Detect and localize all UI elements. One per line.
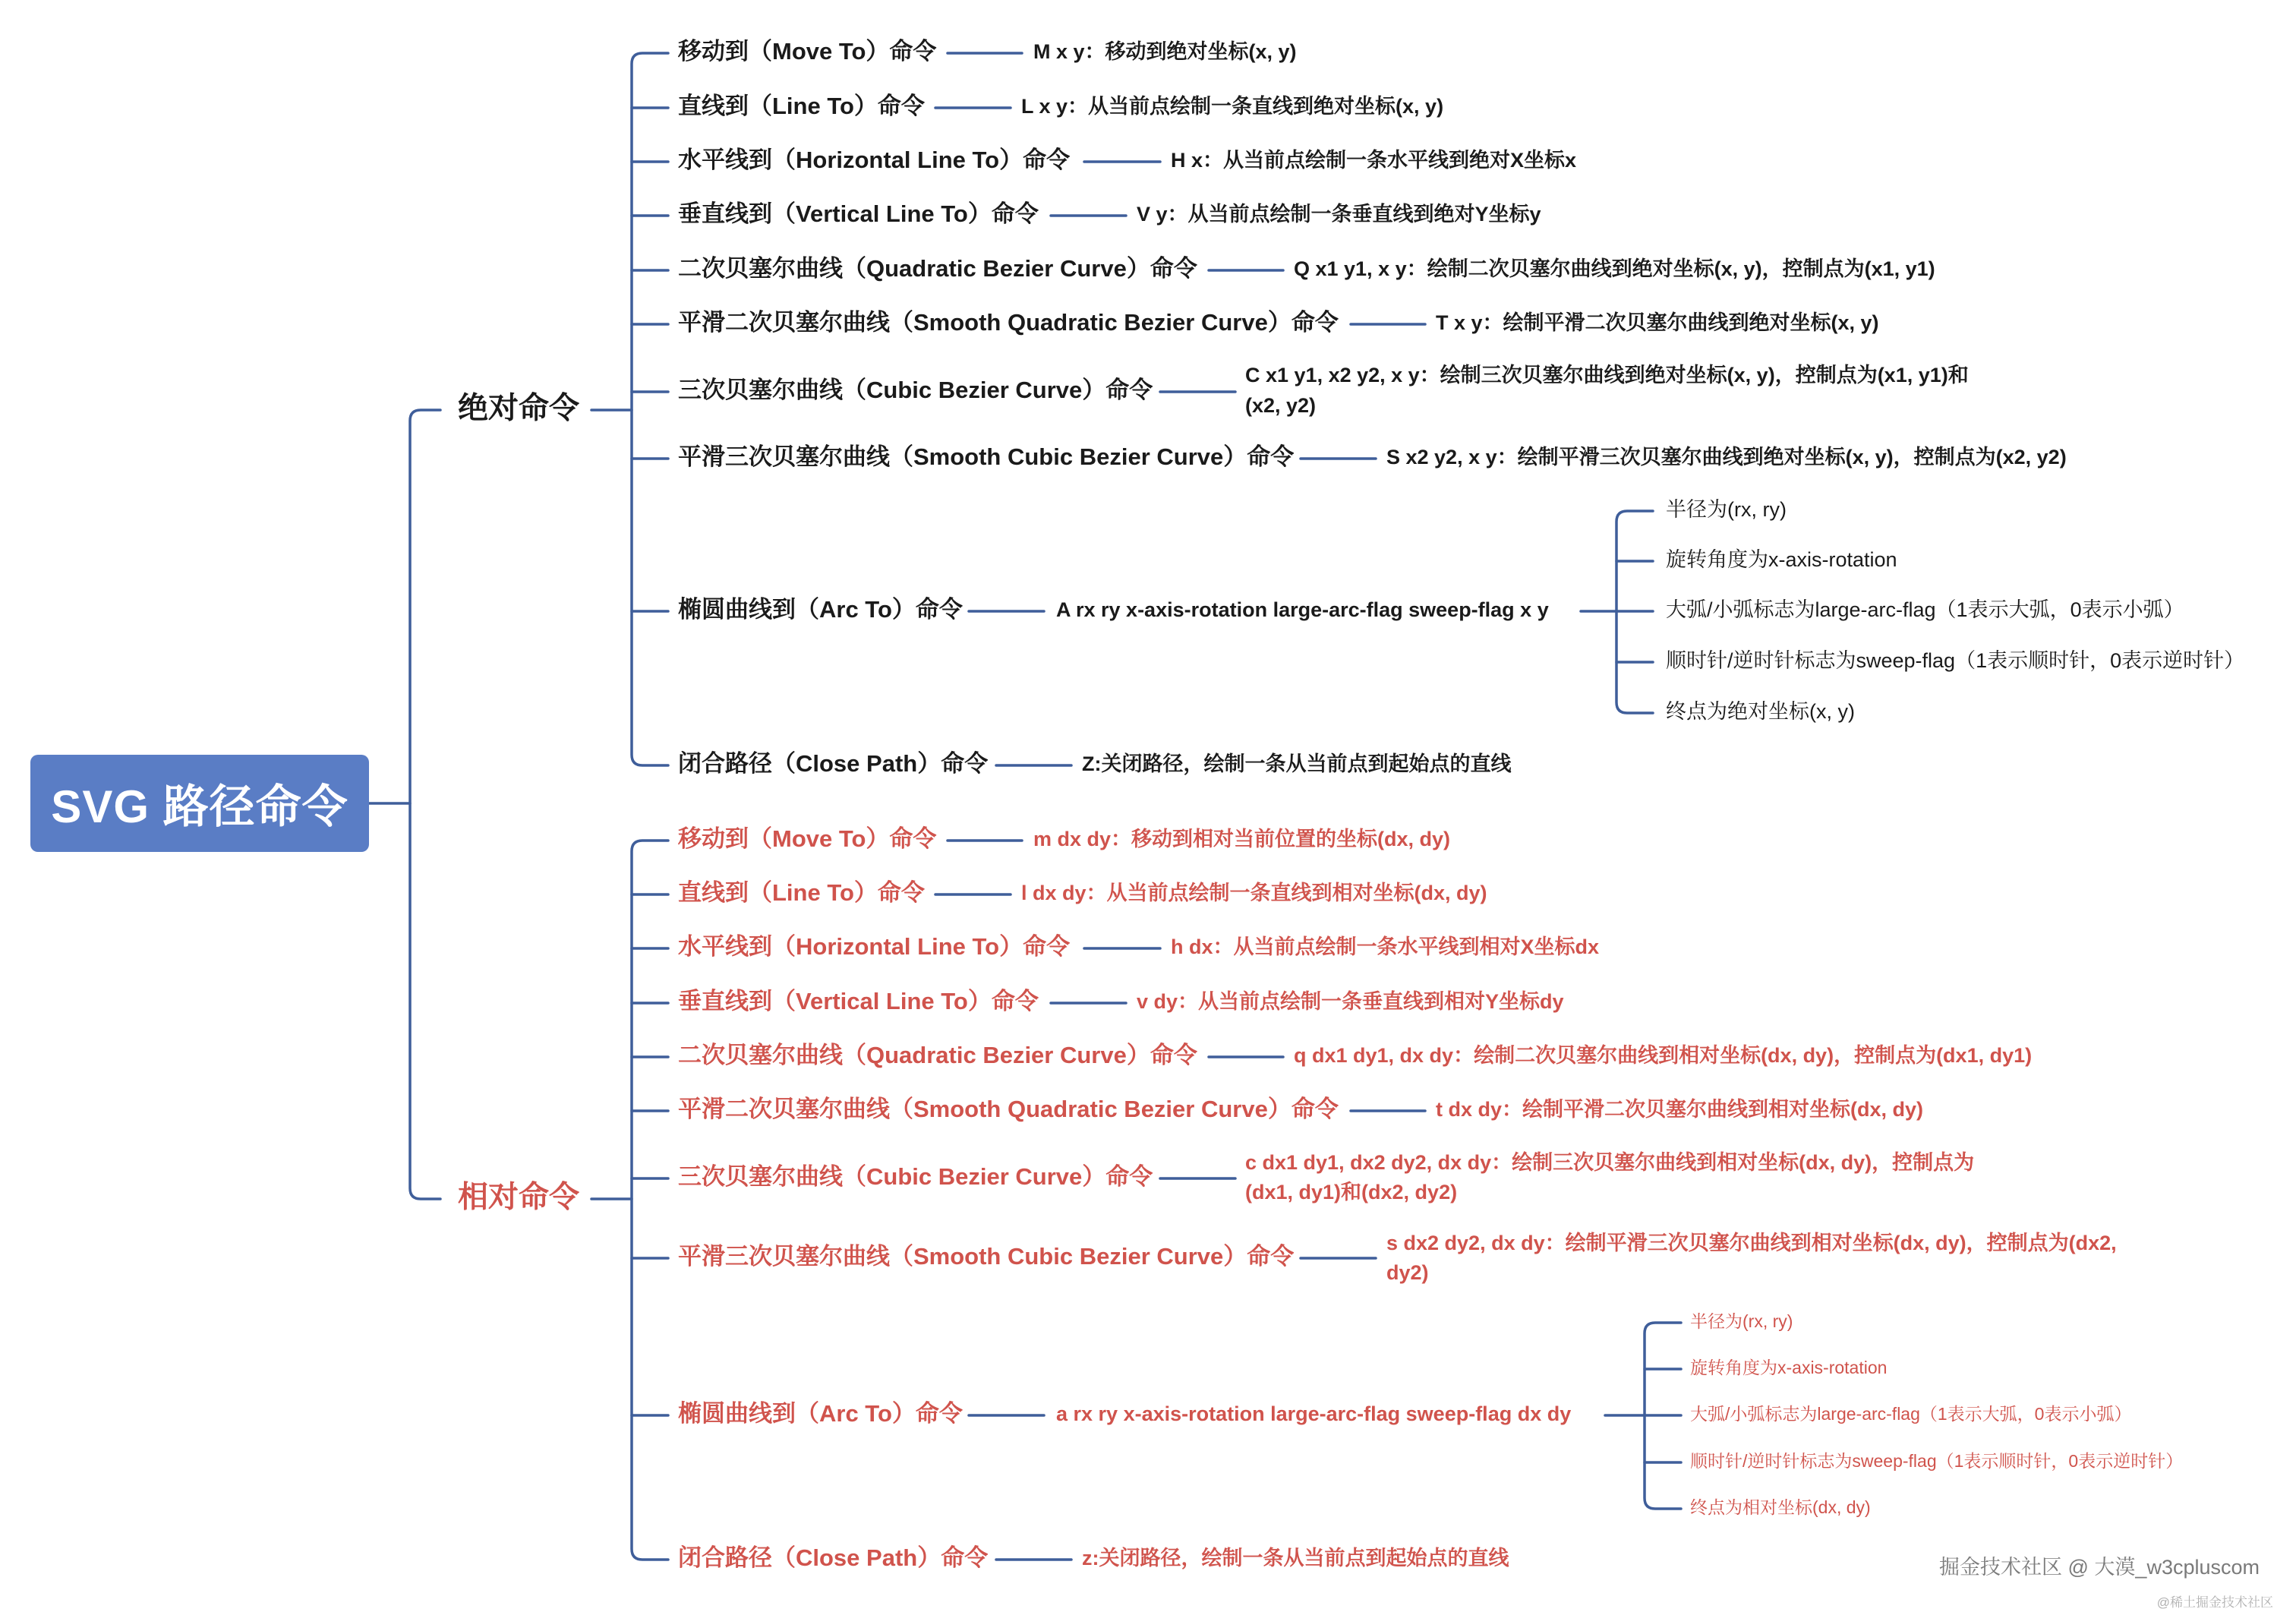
command-description: h dx：从当前点绘制一条水平线到相对X坐标dx [1171,935,1600,959]
command-label: 三次贝塞尔曲线（Cubic Bezier Curve）命令 [678,377,1153,404]
command-label: 二次贝塞尔曲线（Quadratic Bezier Curve）命令 [678,255,1197,282]
command-description: l dx dy：从当前点绘制一条直线到相对坐标(dx, dy) [1021,882,1487,905]
arc-detail-item: 旋转角度为x-axis-rotation [1666,548,1897,572]
arc-detail-item: 半径为(rx, ry) [1666,498,1787,522]
root-bracket [410,410,440,1199]
arc-detail-item: 半径为(rx, ry) [1690,1311,1793,1332]
command-description: V y：从当前点绘制一条垂直线到绝对Y坐标y [1137,203,1541,226]
command-description: q dx1 dy1, dx dy：绘制二次贝塞尔曲线到相对坐标(dx, dy)，控制点为(dx1, dy1) [1294,1044,2033,1068]
command-label: 移动到（Move To）命令 [678,38,937,65]
command-label: 垂直线到（Vertical Line To）命令 [678,200,1039,228]
command-label: 水平线到（Horizontal Line To）命令 [678,147,1071,174]
command-description: m dx dy：移动到相对当前位置的坐标(dx, dy) [1033,828,1451,851]
arc-detail-item: 顺时针/逆时针标志为sweep-flag（1表示顺时针，0表示逆时针） [1690,1451,2184,1472]
watermark-main: 掘金技术社区 @ 大漠_w3cpluscom [1939,1556,2260,1579]
command-description: Q x1 y1, x y：绘制二次贝塞尔曲线到绝对坐标(x, y)，控制点为(x1, y1) [1294,257,1935,281]
command-label: 移动到（Move To）命令 [678,825,937,853]
command-description: s dx2 dy2, dx dy：绘制平滑三次贝塞尔曲线到相对坐标(dx, dy)，控制点为(dx2, [1386,1232,2117,1255]
group-label-relative: 相对命令 [458,1180,579,1214]
arc-detail-item: 终点为相对坐标(dx, dy) [1690,1497,1871,1518]
command-description: L x y：从当前点绘制一条直线到绝对坐标(x, y) [1021,95,1444,118]
arc-detail-item: 大弧/小弧标志为large-arc-flag（1表示大弧，0表示小弧） [1690,1404,2132,1424]
command-label: 平滑二次贝塞尔曲线（Smooth Quadratic Bezier Curve）命令 [678,309,1339,336]
command-description: A rx ry x-axis-rotation large-arc-flag sweep-flag x y [1056,598,1549,622]
command-bus-absolute [632,53,668,765]
arc-detail-item: 大弧/小弧标志为large-arc-flag（1表示大弧，0表示小弧） [1666,598,2184,622]
arc-detail-item: 顺时针/逆时针标志为sweep-flag（1表示顺时针，0表示逆时针） [1666,649,2245,673]
command-label: 闭合路径（Close Path）命令 [678,1544,989,1572]
command-description: t dx dy：绘制平滑二次贝塞尔曲线到相对坐标(dx, dy) [1436,1098,1924,1121]
command-description: Z:关闭路径，绘制一条从当前点到起始点的直线 [1082,752,1512,776]
command-description: H x：从当前点绘制一条水平线到绝对X坐标x [1171,149,1577,172]
arc-detail-item: 旋转角度为x-axis-rotation [1690,1358,1888,1378]
command-description: c dx1 dy1, dx2 dy2, dx dy：绘制三次贝塞尔曲线到相对坐标(dx, dy)，控制点为 [1245,1151,1975,1175]
command-description: a rx ry x-axis-rotation large-arc-flag sweep-flag dx dy [1056,1402,1572,1426]
command-description: (x2, y2) [1245,394,1317,418]
command-label: 垂直线到（Vertical Line To）命令 [678,988,1039,1015]
command-description: v dy：从当前点绘制一条垂直线到相对Y坐标dy [1137,990,1564,1014]
command-label: 直线到（Line To）命令 [678,93,925,120]
command-label: 二次贝塞尔曲线（Quadratic Bezier Curve）命令 [678,1042,1197,1069]
command-description: C x1 y1, x2 y2, x y：绘制三次贝塞尔曲线到绝对坐标(x, y)，控制点为(x1, y1)和 [1245,364,1969,387]
command-description: S x2 y2, x y：绘制平滑三次贝塞尔曲线到绝对坐标(x, y)，控制点为(x2, y2) [1386,446,2067,469]
command-label: 三次贝塞尔曲线（Cubic Bezier Curve）命令 [678,1163,1153,1191]
root-node [30,755,369,852]
command-description: M x y：移动到绝对坐标(x, y) [1033,40,1297,64]
root-label: SVG 路径命令 [51,781,348,832]
command-label: 椭圆曲线到（Arc To）命令 [678,1400,963,1427]
command-label: 直线到（Line To）命令 [678,879,925,907]
command-description: (dx1, dy1)和(dx2, dy2) [1245,1181,1458,1204]
command-label: 椭圆曲线到（Arc To）命令 [678,596,963,623]
command-label: 平滑三次贝塞尔曲线（Smooth Cubic Bezier Curve）命令 [678,1243,1295,1270]
command-description: dy2) [1386,1261,1429,1285]
command-label: 水平线到（Horizontal Line To）命令 [678,933,1071,961]
group-label-absolute: 绝对命令 [458,391,579,425]
arc-detail-item: 终点为绝对坐标(x, y) [1666,700,1855,724]
command-label: 闭合路径（Close Path）命令 [678,750,989,778]
command-description: T x y：绘制平滑二次贝塞尔曲线到绝对坐标(x, y) [1436,311,1879,335]
command-label: 平滑三次贝塞尔曲线（Smooth Cubic Bezier Curve）命令 [678,443,1295,471]
command-description: z:关闭路径，绘制一条从当前点到起始点的直线 [1082,1547,1509,1570]
watermark-sub: @稀土掘金技术社区 [2156,1595,2273,1610]
command-label: 平滑二次贝塞尔曲线（Smooth Quadratic Bezier Curve）命令 [678,1096,1339,1123]
